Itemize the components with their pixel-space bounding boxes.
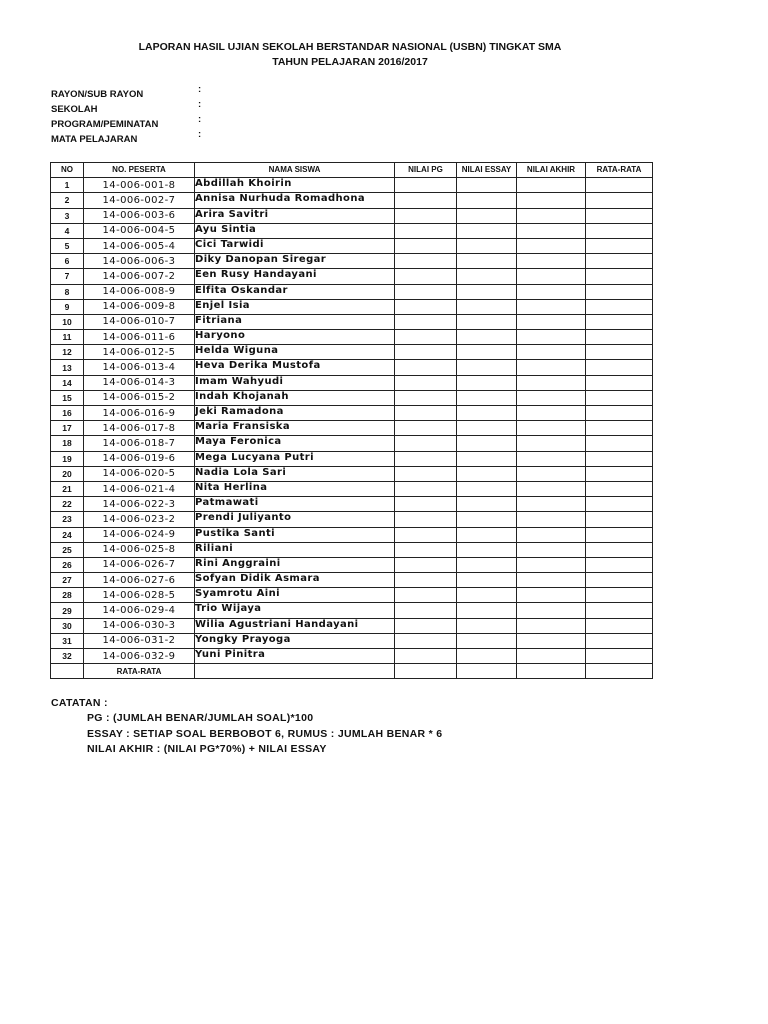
cell-rata-rata[interactable] [586,269,653,284]
cell-rata-rata[interactable] [586,588,653,603]
cell-no: 5 [51,238,84,253]
cell-nama-siswa: Abdillah Khoirin [195,178,395,193]
cell-nilai-pg[interactable] [395,588,457,603]
cell-no: 29 [51,603,84,618]
cell-nilai-akhir[interactable] [517,527,586,542]
cell-no-peserta: 14-006-007-2 [84,269,195,284]
cell-no-peserta: 14-006-026-7 [84,557,195,572]
col-header-nilai-pg: NILAI PG [395,163,457,178]
cell-nilai-pg[interactable] [395,299,457,314]
cell-no-peserta: 14-006-016-9 [84,406,195,421]
cell-no: 16 [51,406,84,421]
cell-no: 7 [51,269,84,284]
cell-rata-rata[interactable] [586,557,653,572]
cell-nilai-akhir[interactable] [517,269,586,284]
cell-nilai-essay[interactable] [457,208,517,223]
cell-nilai-akhir[interactable] [517,618,586,633]
report-title [0,40,700,70]
footer-rata-rata-label: RATA-RATA [84,664,195,679]
table-row [51,542,653,557]
table-row [51,588,653,603]
cell-nilai-essay[interactable] [457,269,517,284]
table-row [51,238,653,253]
cell-no: 9 [51,299,84,314]
table-row [51,299,653,314]
cell-nama-siswa: Mega Lucyana Putri [195,451,395,466]
meta-row-rayon [51,84,202,102]
cell-nilai-akhir[interactable] [517,421,586,436]
cell-no-peserta: 14-006-015-2 [84,390,195,405]
cell-no-peserta: 14-006-008-9 [84,284,195,299]
cell-nilai-pg[interactable] [395,178,457,193]
cell-nilai-pg[interactable] [395,512,457,527]
cell-nama-siswa: Pustika Santi [195,527,395,542]
cell-no-peserta: 14-006-005-4 [84,238,195,253]
cell-nama-siswa: Heva Derika Mustofa [195,360,395,375]
cell-no: 32 [51,649,84,664]
cell-nama-siswa: Een Rusy Handayani [195,269,395,284]
cell-nilai-akhir[interactable] [517,466,586,481]
cell-nilai-pg[interactable] [395,360,457,375]
cell-nama-siswa: Syamrotu Aini [195,588,395,603]
cell-nilai-essay[interactable] [457,603,517,618]
cell-nilai-essay[interactable] [457,512,517,527]
cell-nilai-pg[interactable] [395,193,457,208]
cell-no: 23 [51,512,84,527]
cell-nilai-akhir[interactable] [517,390,586,405]
cell-nama-siswa: Cici Tarwidi [195,238,395,253]
notes-title: CATATAN : [51,697,108,709]
cell-no: 12 [51,345,84,360]
cell-nama-siswa: Yongky Prayoga [195,633,395,648]
cell-nama-siswa: Maria Fransiska [195,421,395,436]
col-header-nilai-akhir: NILAI AKHIR [517,163,586,178]
cell-nilai-akhir[interactable] [517,481,586,496]
cell-nilai-akhir[interactable] [517,649,586,664]
cell-rata-rata[interactable] [586,573,653,588]
cell-no: 19 [51,451,84,466]
cell-rata-rata[interactable] [586,542,653,557]
cell-nama-siswa: Haryono [195,330,395,345]
cell-nilai-akhir[interactable] [517,193,586,208]
table-row [51,481,653,496]
cell-no: 20 [51,466,84,481]
cell-nilai-pg[interactable] [395,345,457,360]
cell-no: 8 [51,284,84,299]
table-row [51,208,653,223]
cell-nilai-essay[interactable] [457,406,517,421]
cell-nilai-akhir[interactable] [517,238,586,253]
cell-nama-siswa: Jeki Ramadona [195,406,395,421]
cell-rata-rata[interactable] [586,345,653,360]
table-row [51,330,653,345]
meta-colon: : [198,129,202,140]
cell-nilai-akhir[interactable] [517,406,586,421]
table-body [51,178,653,664]
cell-nilai-akhir[interactable] [517,345,586,360]
table-row [51,573,653,588]
table-row [51,633,653,648]
cell-nilai-akhir[interactable] [517,633,586,648]
col-header-peserta: NO. PESERTA [84,163,195,178]
col-header-rata-rata: RATA-RATA [586,163,653,178]
cell-no-peserta: 14-006-001-8 [84,178,195,193]
table-row [51,284,653,299]
cell-nama-siswa: Indah Khojanah [195,390,395,405]
cell-nama-siswa: Fitriana [195,314,395,329]
cell-nilai-pg[interactable] [395,284,457,299]
cell-nama-siswa: Patmawati [195,497,395,512]
cell-nilai-essay[interactable] [457,557,517,572]
cell-nama-siswa: Nadia Lola Sari [195,466,395,481]
cell-nilai-essay[interactable] [457,375,517,390]
cell-no: 22 [51,497,84,512]
cell-no: 13 [51,360,84,375]
table-row [51,345,653,360]
cell-nama-siswa: Elfita Oskandar [195,284,395,299]
cell-nilai-akhir[interactable] [517,451,586,466]
note-line-pg: PG : (JUMLAH BENAR/JUMLAH SOAL)*100 [87,712,314,724]
footer-cell[interactable] [195,664,395,679]
footer-cell[interactable] [457,664,517,679]
footer-cell[interactable] [517,664,586,679]
cell-nilai-pg[interactable] [395,406,457,421]
cell-no-peserta: 14-006-010-7 [84,314,195,329]
cell-nama-siswa: Diky Danopan Siregar [195,254,395,269]
cell-nama-siswa: Nita Herlina [195,481,395,496]
cell-no-peserta: 14-006-023-2 [84,512,195,527]
cell-rata-rata[interactable] [586,254,653,269]
cell-rata-rata[interactable] [586,451,653,466]
note-line-essay: ESSAY : SETIAP SOAL BERBOBOT 6, RUMUS : JUMLAH BENAR * 6 [87,727,443,740]
cell-nilai-pg[interactable] [395,573,457,588]
cell-nilai-essay[interactable] [457,193,517,208]
cell-nilai-pg[interactable] [395,497,457,512]
cell-no-peserta: 14-006-021-4 [84,481,195,496]
cell-no: 3 [51,208,84,223]
table-row [51,603,653,618]
cell-nilai-pg[interactable] [395,208,457,223]
cell-nama-siswa: Ayu Sintia [195,223,395,238]
col-header-nilai-essay: NILAI ESSAY [457,163,517,178]
cell-no: 26 [51,557,84,572]
cell-nilai-pg[interactable] [395,238,457,253]
cell-nilai-akhir[interactable] [517,284,586,299]
cell-no-peserta: 14-006-020-5 [84,466,195,481]
cell-nilai-pg[interactable] [395,649,457,664]
cell-rata-rata[interactable] [586,406,653,421]
meta-row-program [51,114,202,132]
table-row [51,649,653,664]
cell-nilai-akhir[interactable] [517,497,586,512]
cell-nilai-akhir[interactable] [517,573,586,588]
cell-no: 6 [51,254,84,269]
table-row [51,193,653,208]
cell-nilai-essay[interactable] [457,238,517,253]
cell-nilai-pg[interactable] [395,542,457,557]
cell-no: 31 [51,633,84,648]
cell-no: 15 [51,390,84,405]
cell-no-peserta: 14-006-029-4 [84,603,195,618]
cell-no: 14 [51,375,84,390]
cell-nama-siswa: Arira Savitri [195,208,395,223]
table-row [51,223,653,238]
cell-nilai-akhir[interactable] [517,178,586,193]
cell-rata-rata[interactable] [586,390,653,405]
cell-nilai-akhir[interactable] [517,299,586,314]
cell-no: 28 [51,588,84,603]
cell-nilai-akhir[interactable] [517,436,586,451]
table-row [51,557,653,572]
cell-no-peserta: 14-006-032-9 [84,649,195,664]
table-footer-row [51,664,653,679]
cell-rata-rata[interactable] [586,421,653,436]
cell-nilai-akhir[interactable] [517,603,586,618]
footer-cell [51,664,84,679]
cell-nilai-essay[interactable] [457,254,517,269]
cell-no: 27 [51,573,84,588]
cell-no-peserta: 14-006-003-6 [84,208,195,223]
cell-nilai-pg[interactable] [395,618,457,633]
cell-nilai-akhir[interactable] [517,208,586,223]
cell-nilai-essay[interactable] [457,299,517,314]
col-header-nama: NAMA SISWA [195,163,395,178]
cell-nilai-essay[interactable] [457,345,517,360]
table-row [51,436,653,451]
cell-no-peserta: 14-006-013-4 [84,360,195,375]
meta-colon: : [198,114,202,125]
cell-nama-siswa: Riliani [195,542,395,557]
cell-rata-rata[interactable] [586,481,653,496]
cell-rata-rata[interactable] [586,208,653,223]
table-row [51,618,653,633]
cell-nilai-essay[interactable] [457,618,517,633]
cell-nilai-akhir[interactable] [517,254,586,269]
cell-nilai-pg[interactable] [395,633,457,648]
cell-no-peserta: 14-006-012-5 [84,345,195,360]
cell-nilai-pg[interactable] [395,481,457,496]
cell-no-peserta: 14-006-002-7 [84,193,195,208]
cell-nilai-akhir[interactable] [517,588,586,603]
cell-rata-rata[interactable] [586,375,653,390]
cell-nilai-akhir[interactable] [517,360,586,375]
cell-nilai-essay[interactable] [457,314,517,329]
table-row [51,466,653,481]
cell-nilai-essay[interactable] [457,223,517,238]
cell-nilai-pg[interactable] [395,603,457,618]
cell-nilai-akhir[interactable] [517,542,586,557]
cell-nilai-pg[interactable] [395,451,457,466]
cell-nilai-essay[interactable] [457,360,517,375]
cell-nilai-essay[interactable] [457,633,517,648]
cell-nilai-akhir[interactable] [517,314,586,329]
cell-nilai-essay[interactable] [457,649,517,664]
cell-no-peserta: 14-006-004-5 [84,223,195,238]
cell-nama-siswa: Trio Wijaya [195,603,395,618]
table-row [51,178,653,193]
cell-rata-rata[interactable] [586,603,653,618]
cell-nilai-pg[interactable] [395,330,457,345]
cell-no: 2 [51,193,84,208]
cell-nilai-akhir[interactable] [517,557,586,572]
cell-rata-rata[interactable] [586,360,653,375]
cell-nilai-pg[interactable] [395,466,457,481]
table-row [51,497,653,512]
cell-no: 30 [51,618,84,633]
cell-no-peserta: 14-006-017-8 [84,421,195,436]
score-table [50,162,653,679]
cell-no-peserta: 14-006-027-6 [84,573,195,588]
cell-nilai-essay[interactable] [457,481,517,496]
cell-nilai-pg[interactable] [395,269,457,284]
cell-no: 25 [51,542,84,557]
cell-rata-rata[interactable] [586,512,653,527]
cell-nilai-essay[interactable] [457,421,517,436]
cell-nilai-essay[interactable] [457,284,517,299]
cell-rata-rata[interactable] [586,284,653,299]
cell-nilai-essay[interactable] [457,527,517,542]
meta-colon: : [198,99,202,110]
cell-nama-siswa: Wilia Agustriani Handayani [195,618,395,633]
cell-nilai-pg[interactable] [395,375,457,390]
report-title-line-1: LAPORAN HASIL UJIAN SEKOLAH BERSTANDAR NASIONAL (USBN) TINGKAT SMA [138,41,562,53]
meta-label-program: PROGRAM/PEMINATAN [51,119,159,130]
cell-no: 1 [51,178,84,193]
cell-rata-rata[interactable] [586,633,653,648]
cell-rata-rata[interactable] [586,527,653,542]
cell-rata-rata[interactable] [586,178,653,193]
cell-nilai-essay[interactable] [457,436,517,451]
table-row [51,390,653,405]
report-meta [51,84,202,147]
report-title-line-2: TAHUN PELAJARAN 2016/2017 [272,56,428,68]
cell-no-peserta: 14-006-024-9 [84,527,195,542]
cell-nilai-pg[interactable] [395,527,457,542]
cell-nama-siswa: Yuni Pinitra [195,649,395,664]
cell-nilai-essay[interactable] [457,588,517,603]
table-row [51,527,653,542]
cell-rata-rata[interactable] [586,223,653,238]
notes-section [51,696,442,758]
cell-nilai-pg[interactable] [395,557,457,572]
cell-no: 18 [51,436,84,451]
cell-rata-rata[interactable] [586,314,653,329]
col-header-no: NO [51,163,84,178]
cell-nilai-pg[interactable] [395,436,457,451]
cell-nilai-pg[interactable] [395,314,457,329]
cell-nilai-pg[interactable] [395,254,457,269]
cell-rata-rata[interactable] [586,238,653,253]
cell-nilai-akhir[interactable] [517,330,586,345]
cell-nilai-essay[interactable] [457,466,517,481]
cell-nilai-akhir[interactable] [517,223,586,238]
table-row [51,512,653,527]
table-row [51,375,653,390]
cell-no-peserta: 14-006-018-7 [84,436,195,451]
table-row [51,406,653,421]
cell-rata-rata[interactable] [586,330,653,345]
meta-colon: : [198,84,202,95]
footer-cell[interactable] [586,664,653,679]
footer-cell[interactable] [395,664,457,679]
cell-nilai-essay[interactable] [457,542,517,557]
cell-no-peserta: 14-006-011-6 [84,330,195,345]
cell-nilai-akhir[interactable] [517,512,586,527]
cell-no-peserta: 14-006-028-5 [84,588,195,603]
cell-no-peserta: 14-006-009-8 [84,299,195,314]
cell-nilai-essay[interactable] [457,390,517,405]
table-row [51,254,653,269]
cell-nilai-essay[interactable] [457,573,517,588]
cell-nilai-pg[interactable] [395,421,457,436]
meta-row-sekolah [51,99,202,117]
cell-nilai-essay[interactable] [457,330,517,345]
cell-no-peserta: 14-006-025-8 [84,542,195,557]
table-row [51,269,653,284]
cell-nama-siswa: Rini Anggraini [195,557,395,572]
meta-label-mapel: MATA PELAJARAN [51,134,138,145]
table-row [51,314,653,329]
table-row [51,451,653,466]
meta-label-sekolah: SEKOLAH [51,104,98,115]
cell-rata-rata[interactable] [586,193,653,208]
cell-no-peserta: 14-006-022-3 [84,497,195,512]
cell-nilai-pg[interactable] [395,223,457,238]
cell-nama-siswa: Sofyan Didik Asmara [195,573,395,588]
cell-nilai-essay[interactable] [457,178,517,193]
cell-no-peserta: 14-006-031-2 [84,633,195,648]
cell-nama-siswa: Prendi Juliyanto [195,512,395,527]
cell-nama-siswa: Annisa Nurhuda Romadhona [195,193,395,208]
cell-nilai-essay[interactable] [457,451,517,466]
cell-nilai-akhir[interactable] [517,375,586,390]
cell-nilai-essay[interactable] [457,497,517,512]
cell-no-peserta: 14-006-030-3 [84,618,195,633]
cell-no-peserta: 14-006-019-6 [84,451,195,466]
table-header-row [51,163,653,178]
cell-no: 11 [51,330,84,345]
note-line-nilai-akhir: NILAI AKHIR : (NILAI PG*70%) + NILAI ESSAY [87,743,327,755]
cell-rata-rata[interactable] [586,618,653,633]
table-row [51,421,653,436]
cell-rata-rata[interactable] [586,436,653,451]
cell-no: 24 [51,527,84,542]
cell-nama-siswa: Imam Wahyudi [195,375,395,390]
cell-nilai-pg[interactable] [395,390,457,405]
cell-rata-rata[interactable] [586,466,653,481]
cell-no-peserta: 14-006-006-3 [84,254,195,269]
table-row [51,360,653,375]
meta-row-mapel [51,129,202,147]
cell-nama-siswa: Helda Wiguna [195,345,395,360]
cell-rata-rata[interactable] [586,497,653,512]
cell-rata-rata[interactable] [586,299,653,314]
cell-no: 17 [51,421,84,436]
meta-label-rayon: RAYON/SUB RAYON [51,89,144,100]
cell-no: 21 [51,481,84,496]
cell-no-peserta: 14-006-014-3 [84,375,195,390]
cell-rata-rata[interactable] [586,649,653,664]
cell-nama-siswa: Enjel Isia [195,299,395,314]
cell-no: 4 [51,223,84,238]
cell-nama-siswa: Maya Feronica [195,436,395,451]
cell-no: 10 [51,314,84,329]
